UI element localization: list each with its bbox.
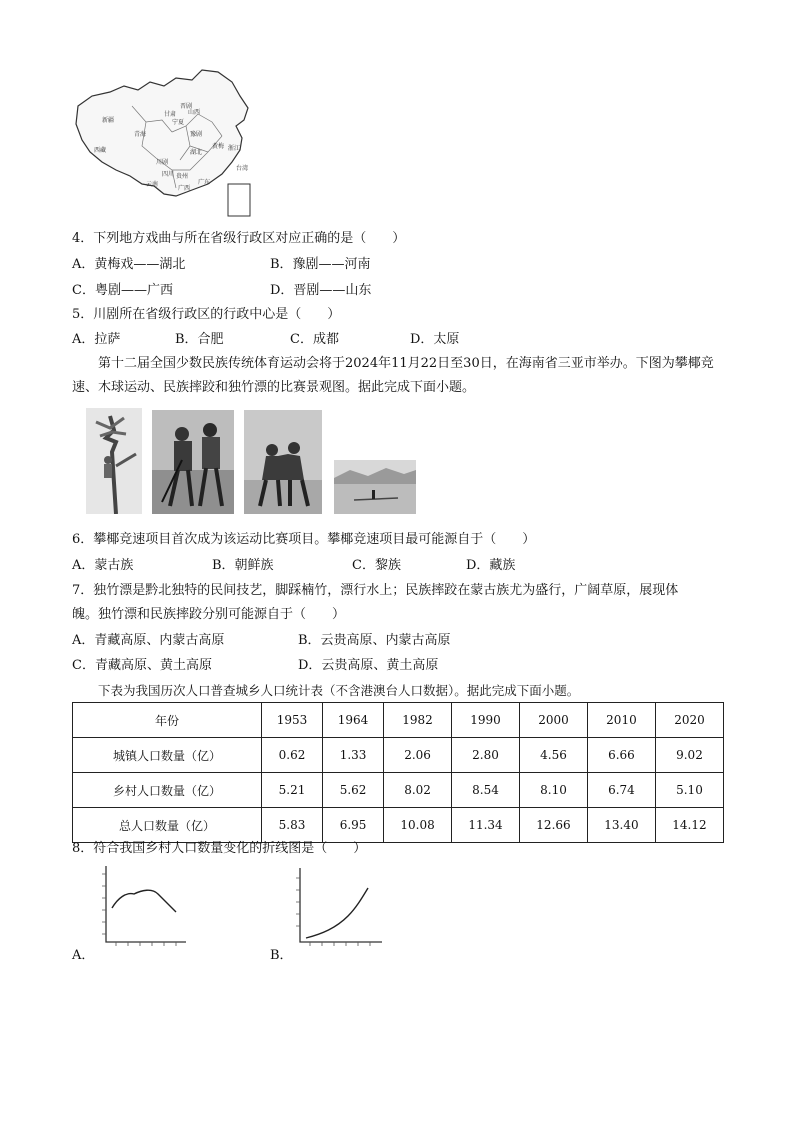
table-header-cell: 2020 (655, 703, 723, 738)
chart-a-ticks (102, 874, 176, 946)
map-label: 广西 (178, 185, 191, 192)
table-header-cell: 年份 (73, 703, 262, 738)
table-cell: 1.33 (323, 738, 384, 773)
table-row (73, 808, 724, 843)
table-cell: 8.54 (452, 773, 520, 808)
map-label: 宁夏 (172, 119, 185, 126)
table-cell: 11.34 (452, 808, 520, 843)
bamboo-drifting-photo (334, 460, 416, 514)
coconut-climbing-image (86, 408, 142, 514)
table-cell: 5.62 (323, 773, 384, 808)
table-header-row (73, 703, 724, 738)
table-cell: 10.08 (384, 808, 452, 843)
table-cell: 2.80 (452, 738, 520, 773)
chart-option-b-label[interactable]: B． (270, 948, 293, 963)
table-cell: 5.83 (262, 808, 323, 843)
table-cell: 6.66 (587, 738, 655, 773)
map-label: 浙江 (228, 145, 241, 152)
map-label: 贵州 (176, 173, 189, 180)
q7-option-c[interactable]: C．青藏高原、黄土高原 (72, 658, 212, 673)
wooden-ball-image (152, 410, 234, 514)
table-cell: 13.40 (587, 808, 655, 843)
table-header-cell: 1953 (262, 703, 323, 738)
map-label: 晋剧 (180, 103, 193, 110)
map-label: 黄梅 (212, 143, 225, 150)
table-cell: 4.56 (520, 738, 588, 773)
chart-a-axes (106, 866, 186, 942)
table-cell: 6.74 (587, 773, 655, 808)
q4-option-a[interactable]: A．黄梅戏——湖北 (72, 257, 186, 272)
chart-a-curve (112, 890, 176, 912)
map-label: 山西 (188, 109, 201, 116)
table-row (73, 773, 724, 808)
map-label: 四川 (162, 171, 175, 178)
south-china-sea-inset (228, 184, 250, 216)
table-row (73, 738, 724, 773)
chart-b-curve (306, 888, 368, 938)
q4-option-d[interactable]: D．晋剧——山东 (270, 283, 372, 298)
table-header-cell: 2000 (520, 703, 588, 738)
wrestling-image (244, 410, 322, 514)
map-label: 川剧 (156, 159, 169, 166)
sports-intro-paragraph: 第十二届全国少数民族传统体育运动会将于2024年11月22日至30日，在海南省三亚市举办。下图为攀椰竞速、木球运动、民族摔跤和独竹漂的比赛景观图。据此完成下面小题。 (72, 356, 714, 395)
census-table (72, 702, 724, 843)
q5-option-c[interactable]: C．成都 (290, 332, 339, 347)
map-label: 新疆 (102, 117, 115, 124)
chart-b-ticks (296, 878, 370, 946)
map-label: 青海 (134, 131, 147, 138)
chart-option-a-label[interactable]: A． (72, 948, 95, 963)
q6-option-a[interactable]: A．蒙古族 (72, 558, 134, 573)
question-5-stem: 5．川剧所在省级行政区的行政中心是（ ） (72, 307, 341, 322)
census-intro: 下表为我国历次人口普查城乡人口统计表（不含港澳台人口数据）。据此完成下面小题。 (98, 683, 580, 698)
table-cell: 8.02 (384, 773, 452, 808)
bamboo-drifting-image (334, 460, 416, 514)
wrestling-photo (244, 410, 322, 514)
table-cell: 城镇人口数量（亿） (73, 738, 262, 773)
table-header-cell: 1982 (384, 703, 452, 738)
map-label: 豫剧 (190, 131, 203, 138)
question-6-stem: 6．攀椰竞速项目首次成为该运动比赛项目。攀椰竞速项目最可能源自于（ ） (72, 532, 536, 547)
q5-option-a[interactable]: A．拉萨 (72, 332, 121, 347)
map-label: 甘肃 (164, 111, 177, 118)
map-label: 台湾 (236, 165, 249, 172)
q4-option-b[interactable]: B．豫剧——河南 (270, 257, 371, 272)
map-label: 广东 (198, 179, 211, 186)
table-header-cell: 2010 (587, 703, 655, 738)
table-cell: 总人口数量（亿） (73, 808, 262, 843)
table-cell: 5.21 (262, 773, 323, 808)
q6-option-b[interactable]: B．朝鲜族 (212, 558, 274, 573)
line-chart-option-a[interactable] (98, 864, 188, 948)
q4-option-c[interactable]: C．粤剧——广西 (72, 283, 173, 298)
q7-option-b[interactable]: B．云贵高原、内蒙古高原 (298, 633, 451, 648)
line-chart-option-b[interactable] (292, 866, 384, 950)
map-label: 湖北 (190, 149, 203, 156)
q6-option-d[interactable]: D．藏族 (466, 558, 516, 573)
coconut-climbing-photo (86, 408, 142, 514)
table-cell: 8.10 (520, 773, 588, 808)
q6-option-c[interactable]: C．黎族 (352, 558, 401, 573)
table-cell: 9.02 (655, 738, 723, 773)
table-cell: 14.12 (655, 808, 723, 843)
table-cell: 12.66 (520, 808, 588, 843)
table-cell: 0.62 (262, 738, 323, 773)
q5-option-d[interactable]: D．太原 (410, 332, 460, 347)
question-8-stem: 8．符合我国乡村人口数量变化的折线图是（ ） (72, 841, 367, 856)
table-header-cell: 1964 (323, 703, 384, 738)
question-4-stem: 4．下列地方戏曲与所在省级行政区对应正确的是（ ） (72, 231, 406, 246)
chart-b-axes (300, 868, 382, 942)
table-header-cell: 1990 (452, 703, 520, 738)
china-opera-map (72, 66, 272, 218)
question-7-stem-line2: 魄。独竹漂和民族摔跤分别可能源自于（ ） (72, 607, 346, 622)
question-7-stem-line1: 7．独竹漂是黔北独特的民间技艺，脚踩楠竹，漂行水上；民族摔跤在蒙古族尤为盛行，广阔草原，展现体 (72, 583, 679, 598)
q7-option-d[interactable]: D．云贵高原、黄土高原 (298, 658, 439, 673)
wooden-ball-photo (152, 410, 234, 514)
table-cell: 5.10 (655, 773, 723, 808)
q7-option-a[interactable]: A．青藏高原、内蒙古高原 (72, 633, 225, 648)
table-cell: 6.95 (323, 808, 384, 843)
q5-option-b[interactable]: B．合肥 (175, 332, 224, 347)
map-label: 云南 (146, 181, 159, 188)
table-cell: 乡村人口数量（亿） (73, 773, 262, 808)
table-cell: 2.06 (384, 738, 452, 773)
map-label: 西藏 (94, 147, 107, 154)
